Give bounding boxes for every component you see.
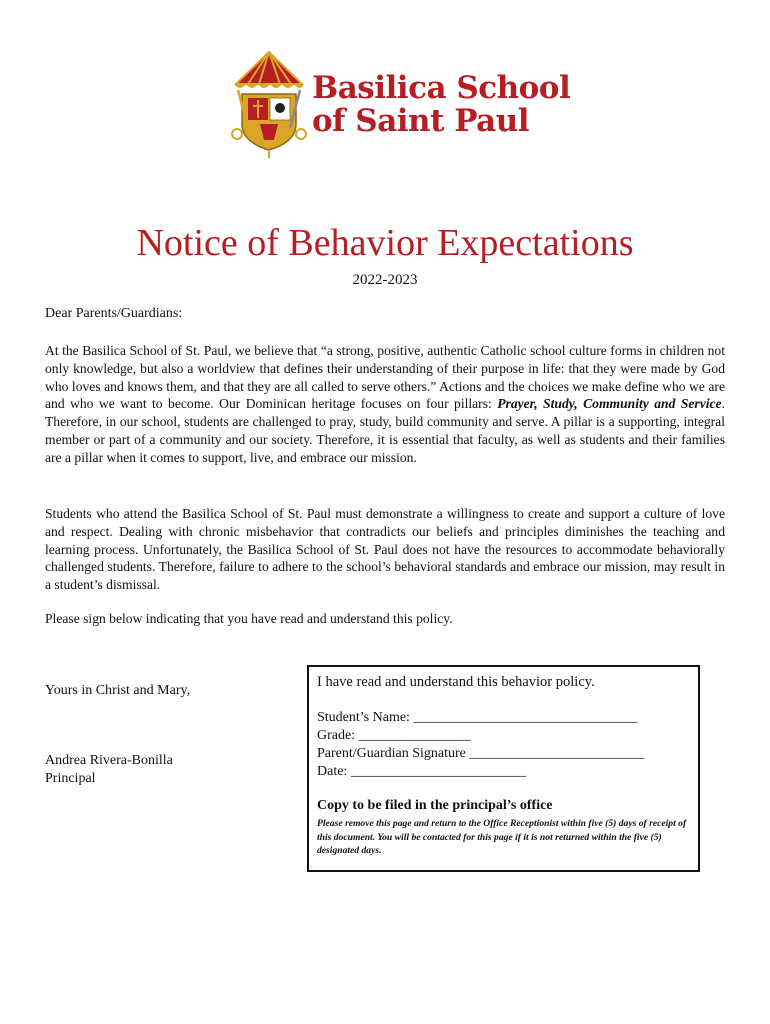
paragraph-mission-rest: . Therefore, in our school, students are challenged to pray, study, build community and serve. A pillar is a supporting, integral member or part of a community and our society. Therefore, it is essential that faculty, as well as students and their families are a pillar when it comes to support, live, and embrace our mission. [45, 396, 725, 465]
signer-title: Principal [45, 771, 96, 786]
document-title: Notice of Behavior Expectations [136, 222, 634, 264]
paragraph-expectations: Students who attend the Basilica School of St. Paul must demonstrate a willingness to create and support a culture of love and respect. Dealing with chronic misbehavior that contradicts our beliefs and principles diminishes the teaching and learning process. Unfortunately, the Basilica School of St. Paul does not have the resources to accommodate behaviorally challenged students. Therefore, failure to adhere to the school’s behavioral standards and embrace our mission, may result in a student’s dismissal. [45, 506, 725, 593]
pillars-emphasis: Prayer, Study, Community and Service [497, 396, 722, 412]
acknowledgement-form [307, 665, 700, 872]
acknowledgement-statement: I have read and understand this behavior policy. [317, 674, 595, 690]
student-name-field[interactable]: Student’s Name: ________________________________ [317, 710, 638, 725]
grade-field[interactable]: Grade: ________________ [317, 728, 471, 743]
signature-block [45, 752, 173, 788]
basilica-crest-icon [228, 50, 310, 160]
return-instructions: Please remove this page and return to the Office Receptionist within five (5) days of receipt of this document. You will be contacted for this page if it is not returned within the five (5) designated days. [317, 818, 687, 856]
paragraph-mission [45, 342, 725, 467]
school-name-line-2: of Saint Paul [312, 103, 530, 139]
signer-name: Andrea Rivera-Bonilla [45, 753, 173, 768]
salutation: Dear Parents/Guardians: [45, 306, 183, 321]
school-year: 2022-2023 [352, 272, 418, 288]
date-field[interactable]: Date: _________________________ [317, 764, 526, 779]
form-fields [317, 709, 690, 781]
copy-heading: Copy to be filed in the principal’s office [317, 798, 553, 813]
school-name [312, 72, 570, 138]
paragraph-mission-intro: At the Basilica School of St. Paul, we believe that “a strong, positive, authentic Catholic school culture forms in children not only knowledge, but also a worldview that defines their understanding of their purpose in life: that they were made by God who loves and knows them, and that they are all called to serve others.” Actions and the choices we make define who we are and who we want to become. Our Dominican heritage focuses on four pillars: [45, 343, 725, 412]
parent-signature-field[interactable]: Parent/Guardian Signature _________________________ [317, 746, 645, 761]
school-name-line-1: Basilica School [312, 70, 571, 106]
closing-line: Yours in Christ and Mary, [45, 683, 191, 698]
school-logo [228, 50, 571, 160]
paragraph-sign-request: Please sign below indicating that you have read and understand this policy. [45, 611, 453, 626]
